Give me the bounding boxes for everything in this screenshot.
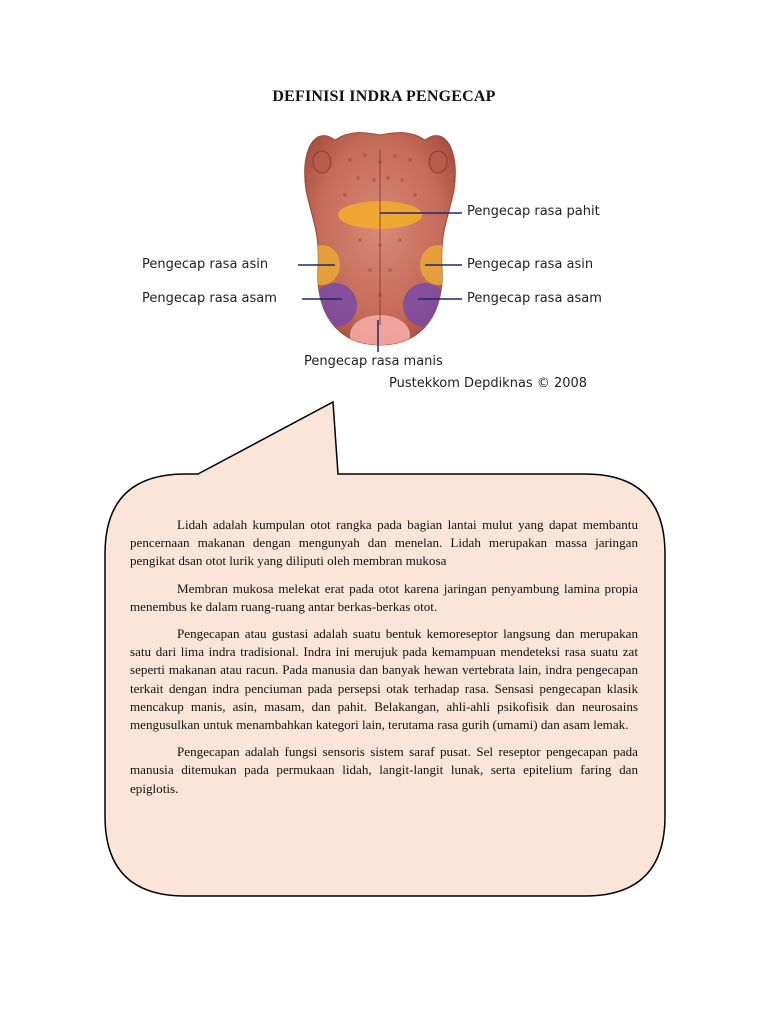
label-sour-right: Pengecap rasa asam bbox=[467, 291, 602, 306]
paragraph-3: Pengecapan atau gustasi adalah suatu bentuk kemoreseptor langsung dan merupakan satu dari lima indra tradisional. Indra ini merujuk pada kemampuan mendeteksi rasa suatu zat seperti makanan atau racun. Pada manusia dan banyak hewan vertebrata lain, indra pengecapan terkait dengan indra penciuman pada persepsi otak terhadap rasa. Sensasi pengecapan klasik mencakup manis, asin, masam, dan pahit. Belakangan, ahli-ahli psikofisik dan neurosains mengusulkan untuk menambahkan kategori lain, terutama rasa gurih (umami) dan asam lemak. bbox=[130, 626, 638, 733]
paragraph-2: Membran mukosa melekat erat pada otot karena jaringan penyambung lamina propia menembus ke dalam ruang-ruang antar berkas-berkas otot. bbox=[130, 580, 638, 614]
figure-credit: Pustekkom Depdiknas © 2008 bbox=[389, 376, 588, 391]
bubble-text bbox=[130, 516, 638, 807]
label-bitter: Pengecap rasa pahit bbox=[467, 204, 600, 219]
paragraph-4: Pengecapan adalah fungsi sensoris sistem saraf pusat. Sel reseptor pengecapan pada manusia ditemukan pada permukaan lidah, langit-langit lunak, serta epitelium faring dan epiglotis. bbox=[130, 744, 638, 796]
label-salty-left: Pengecap rasa asin bbox=[142, 257, 269, 272]
paragraph-1: Lidah adalah kumpulan otot rangka pada bagian lantai mulut yang dapat membantu pencernaan makanan dengan mengunyah dan menelan. Lidah merupakan massa jaringan pengikat dsan otot lurik yang diliputi oleh membran mukosa bbox=[130, 517, 638, 569]
label-sour-left: Pengecap rasa asam bbox=[142, 291, 277, 306]
label-sweet: Pengecap rasa manis bbox=[304, 354, 443, 369]
page-title: DEFINISI INDRA PENGECAP bbox=[272, 88, 496, 105]
label-salty-right: Pengecap rasa asin bbox=[467, 257, 594, 272]
